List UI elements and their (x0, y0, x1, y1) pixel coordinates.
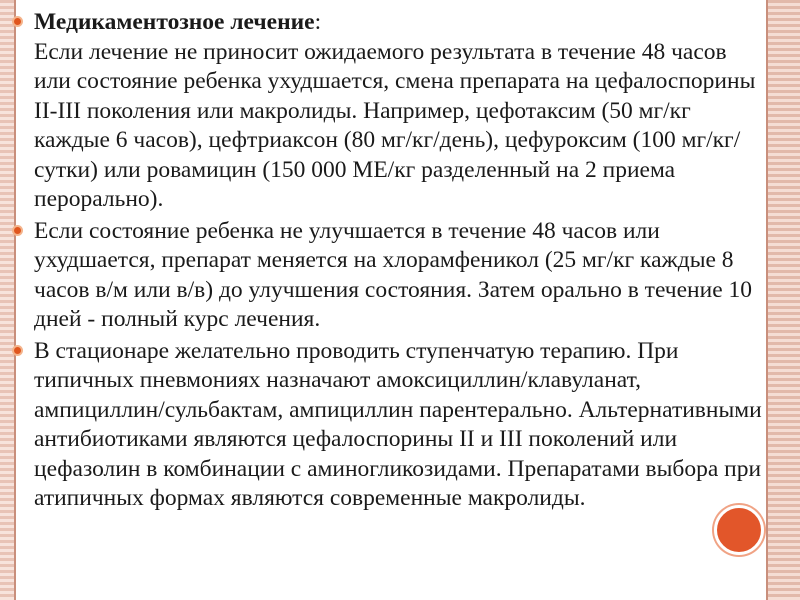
bullet-dot-icon (14, 18, 21, 25)
left-border-stripe (0, 0, 14, 600)
bullet-dot-icon (14, 347, 21, 354)
bullet-dot-icon (14, 227, 21, 234)
section-heading: Медикаментозное лечение (34, 9, 315, 35)
bullet-item-3 (14, 337, 766, 514)
bullet-text: Если состояние ребенка не улучшается в течение 48 часов или ухудшается, препарат меняется на хлорамфеникол (25 мг/кг каждые 8 часов в/м или в/в) до улучшения состояния. Затем орально в течение 10 дней - полный курс лечения. (34, 217, 753, 332)
right-border-line (766, 0, 768, 600)
bullet-text (34, 8, 766, 215)
bullet-text-body: Если лечение не приносит ожидаемого результата в течение 48 часов или состояние ребенка ухудшается, смена препарата на цефалоспорины II-III поколения или макролиды. Например, цефотаксим (50 мг/кг каждые 6 часов), цефтриаксон (80 мг/кг/день), цефуроксим (100 мг/кг/сутки) или ровамицин (150 000 МЕ/кг разделенный на 2 приема перорально). (34, 38, 756, 212)
bullet-item-2 (14, 217, 766, 335)
decorative-circle-badge (714, 505, 764, 555)
heading-colon: : (314, 9, 322, 35)
bullet-item-1 (14, 8, 766, 215)
bullet-text: В стационаре желательно проводить ступенчатую терапию. При типичных пневмониях назначают амоксициллин/клавуланат, ампициллин/сульбактам, ампициллин парентерально. Альтернативными антибиотиками являются цефалоспорины II и III поколений или цефазолин в комбинации с аминогликозидами. Препаратами выбора при атипичных формах являются современные макролиды. (34, 337, 762, 511)
right-border-stripe (768, 0, 800, 600)
slide-content (14, 8, 766, 516)
